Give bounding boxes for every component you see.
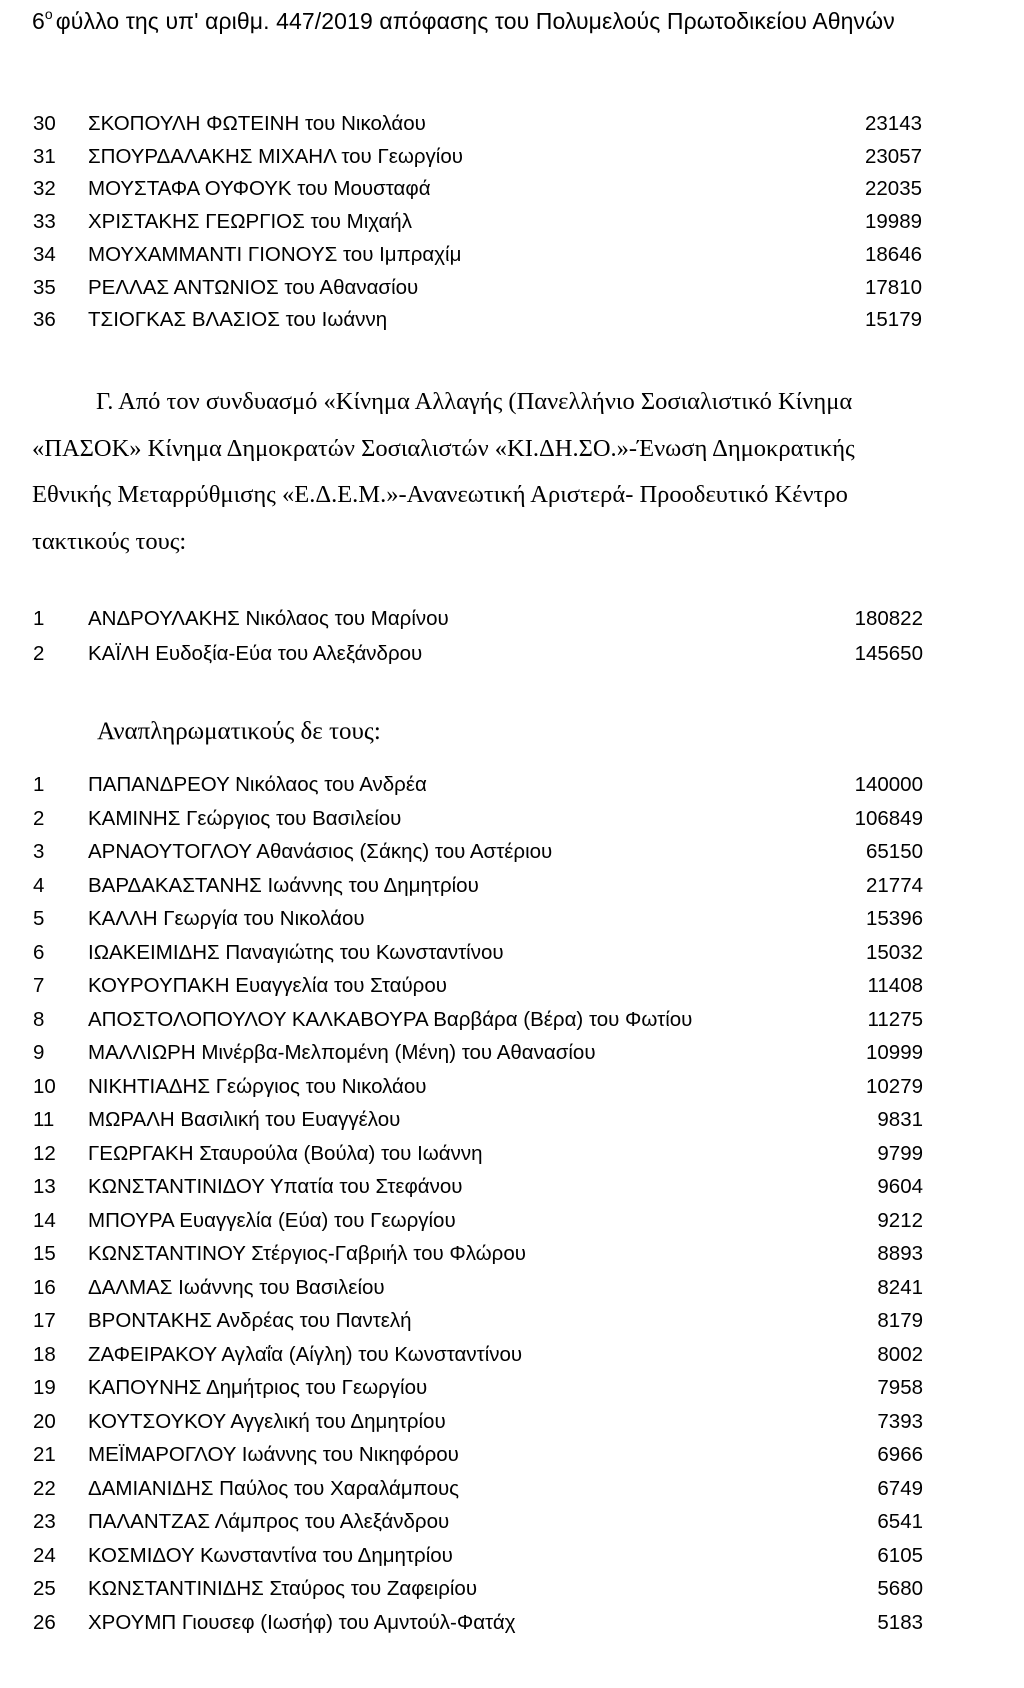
list-item-votes: 23143 (864, 112, 922, 135)
list-item-number: 10 (33, 1074, 56, 1098)
list-item (33, 802, 923, 836)
list-item (33, 1338, 923, 1372)
list-item-name: ΒΡΟΝΤΑΚΗΣ Ανδρέας του Παντελή (88, 1309, 412, 1332)
list-item-votes: 7958 (877, 1376, 923, 1399)
list-item-number: 31 (33, 144, 56, 168)
list-item-name: ΚΑΛΛΗ Γεωργία του Νικολάου (88, 907, 365, 930)
list-item-name: ΚΟΥΡΟΥΠΑΚΗ Ευαγγελία του Σταύρου (88, 974, 447, 997)
list-item (33, 205, 922, 239)
list-item-votes: 6966 (877, 1443, 923, 1466)
list-item-number: 3 (33, 840, 45, 863)
list-item (33, 172, 922, 206)
list-item (33, 1606, 923, 1640)
list-item-name: ΧΡΟΥΜΠ Γιουσεφ (Ιωσήφ) του Αμντούλ-Φατάχ (88, 1610, 516, 1634)
list-item-votes: 18646 (864, 242, 922, 266)
list-item-number: 25 (33, 1577, 56, 1600)
list-item-number: 21 (33, 1443, 56, 1466)
paragraph-line: «ΠΑΣΟΚ» Κίνημα Δημοκρατών Σοσιαλιστών «ΚΙ.ΔΗ.ΣΟ.»-Ένωση Δημοκρατικής (32, 434, 855, 462)
list-item-number: 13 (33, 1175, 56, 1198)
list-item-name: ΜΕΪΜΑΡΟΓΛΟΥ Ιωάννης του Νικηφόρου (88, 1443, 459, 1466)
list-item-number: 23 (33, 1510, 56, 1533)
list-item-name: ΚΑΜΙΝΗΣ Γεώργιος του Βασιλείου (88, 806, 402, 830)
list-item-number: 1 (33, 607, 45, 630)
list-item (33, 1371, 923, 1405)
list-item-number: 6 (33, 940, 45, 964)
list-item-name: ΚΟΣΜΙΔΟΥ Κωνσταντίνα του Δημητρίου (88, 1543, 453, 1567)
list-item-votes: 11275 (867, 1007, 923, 1031)
list-item-name: ΠΑΛΑΝΤΖΑΣ Λάμπρος του Αλεξάνδρου (88, 1510, 450, 1533)
party-section-paragraph (32, 388, 992, 568)
list-item-name: ΤΣΙΟΓΚΑΣ ΒΛΑΣΙΟΣ του Ιωάννη (88, 308, 388, 332)
list-item-number: 11 (33, 1108, 55, 1131)
list-item-votes: 6541 (877, 1510, 923, 1533)
list-item-votes: 10999 (865, 1041, 923, 1064)
list-item-name: ΡΕΛΛΑΣ ΑΝΤΩΝΙΟΣ του Αθανασίου (88, 275, 419, 299)
list-item-number: 15 (33, 1242, 56, 1265)
list-item (33, 1137, 923, 1171)
list-item-votes: 65150 (865, 840, 923, 863)
paragraph-line: Γ. Από τον συνδυασμό «Κίνημα Αλλαγής (Πανελλήνιο Σοσιαλιστικό Κίνημα (96, 388, 853, 415)
list-item-number: 7 (33, 974, 45, 997)
list-item-votes: 5680 (877, 1577, 923, 1600)
list-item-number: 26 (33, 1610, 56, 1634)
list-item-votes: 9212 (877, 1208, 923, 1232)
list-item-name: ΜΩΡΑΛΗ Βασιλική του Ευαγγέλου (88, 1108, 401, 1131)
list-item-name: ΖΑΦΕΙΡΑΚΟΥ Αγλαΐα (Αίγλη) του Κωνσταντίνου (88, 1342, 523, 1366)
list-item-number: 30 (33, 112, 56, 135)
list-item-name: ΝΙΚΗΤΙΑΔΗΣ Γεώργιος του Νικολάου (88, 1074, 427, 1098)
list-item (33, 1271, 923, 1305)
list-item (33, 1070, 923, 1104)
list-item-name: ΧΡΙΣΤΑΚΗΣ ΓΕΩΡΓΙΟΣ του Μιχαήλ (88, 210, 412, 234)
list-item-votes: 8179 (877, 1309, 923, 1332)
list-item-number: 20 (33, 1409, 56, 1433)
list-item-votes: 21774 (865, 873, 923, 897)
list-item (33, 768, 923, 802)
list-item-name: ΚΟΥΤΣΟΥΚΟΥ Αγγελική του Δημητρίου (88, 1409, 446, 1433)
list-item (33, 1237, 923, 1271)
list-item-name: ΒΑΡΔΑΚΑΣΤΑΝΗΣ Ιωάννης του Δημητρίου (88, 873, 479, 897)
list-item-number: 9 (33, 1041, 45, 1064)
list-item-name: ΚΩΝΣΤΑΝΤΙΝΙΔΟΥ Υπατία του Στεφάνου (88, 1175, 463, 1198)
list-item-votes: 23057 (864, 144, 922, 168)
list-item-number: 34 (33, 242, 56, 266)
list-item-name: ΣΚΟΠΟΥΛΗ ΦΩΤΕΙΝΗ του Νικολάου (88, 112, 426, 135)
list-item-votes: 8241 (877, 1275, 923, 1299)
list-item-votes: 8893 (877, 1242, 923, 1265)
list-item (33, 1505, 923, 1539)
list-item-number: 19 (33, 1376, 56, 1399)
list-item-number: 18 (33, 1342, 56, 1366)
list-item-number: 16 (33, 1275, 56, 1299)
list-item-number: 32 (33, 177, 56, 201)
list-item (33, 1438, 923, 1472)
list-item-number: 36 (33, 308, 56, 332)
list-item (33, 1539, 923, 1573)
list-item (33, 1170, 923, 1204)
list-item-number: 24 (33, 1543, 56, 1567)
list-item-number: 2 (33, 806, 45, 830)
list-item (33, 637, 923, 671)
substitutes-heading: Αναπληρωματικούς δε τους: (97, 718, 381, 745)
list-item-votes: 10279 (865, 1074, 923, 1098)
list-item-name: ΣΠΟΥΡΔΑΛΑΚΗΣ ΜΙΧΑΗΛ του Γεωργίου (88, 144, 463, 168)
list-item-votes: 8002 (877, 1342, 923, 1366)
list-item (33, 602, 923, 636)
list-item-name: ΙΩΑΚΕΙΜΙΔΗΣ Παναγιώτης του Κωνσταντίνου (88, 940, 504, 964)
list-item-number: 35 (33, 275, 56, 299)
list-item (33, 936, 923, 970)
list-item-number: 17 (33, 1309, 56, 1332)
list-item-number: 12 (33, 1141, 56, 1165)
list-item-name: ΜΟΥΣΤΑΦΑ ΟΥΦΟΥΚ του Μουσταφά (88, 177, 431, 201)
list-item-votes: 17810 (864, 275, 922, 299)
list-item (33, 969, 923, 1003)
list-item-number: 14 (33, 1208, 56, 1232)
list-item (33, 140, 922, 174)
list-item-votes: 140000 (854, 773, 923, 796)
list-item-number: 4 (33, 873, 45, 897)
list-item-name: ΠΑΠΑΝΔΡΕΟΥ Νικόλαος του Ανδρέα (88, 773, 427, 796)
list-item-number: 8 (33, 1007, 45, 1031)
list-item (33, 1003, 923, 1037)
list-item (33, 835, 923, 869)
list-item (33, 1204, 923, 1238)
list-item (33, 1103, 923, 1137)
sheet-number: 6 (32, 8, 45, 34)
list-item-votes: 22035 (864, 177, 922, 201)
paragraph-line: Εθνικής Μεταρρύθμισης «Ε.Δ.Ε.Μ.»-Ανανεωτική Αριστερά- Προοδευτικό Κέντρο (32, 481, 848, 508)
page-header (32, 6, 895, 35)
list-item-votes: 145650 (854, 642, 923, 665)
list-item-name: ΚΩΝΣΤΑΝΤΙΝΟΥ Στέργιος-Γαβριήλ του Φλώρου (88, 1242, 526, 1265)
list-item-number: 5 (33, 907, 45, 930)
list-item-votes: 9799 (877, 1141, 923, 1165)
list-item (33, 303, 922, 337)
list-item (33, 107, 922, 141)
list-item-votes: 15179 (864, 308, 922, 332)
list-item-votes: 9831 (877, 1108, 923, 1131)
list-item-votes: 180822 (854, 607, 923, 630)
list-item (33, 238, 922, 272)
list-item-name: ΑΠΟΣΤΟΛΟΠΟΥΛΟΥ ΚΑΛΚΑΒΟΥΡΑ Βαρβάρα (Βέρα) του Φωτίου (88, 1007, 693, 1031)
list-item-number: 1 (33, 773, 45, 796)
list-item-votes: 15396 (865, 907, 923, 930)
paragraph-line: τακτικούς τους: (32, 527, 187, 555)
list-item (33, 1405, 923, 1439)
list-item-name: ΚΑΠΟΥΝΗΣ Δημήτριος του Γεωργίου (88, 1376, 428, 1399)
list-item-votes: 19989 (864, 210, 922, 234)
list-item-number: 22 (33, 1476, 56, 1500)
list-item-votes: 15032 (865, 940, 923, 964)
list-item-name: ΓΕΩΡΓΑΚΗ Σταυρούλα (Βούλα) του Ιωάννη (88, 1141, 483, 1165)
list-item-name: ΔΑΛΜΑΣ Ιωάννης του Βασιλείου (88, 1275, 385, 1299)
list-item-votes: 7393 (877, 1409, 923, 1433)
list-item-votes: 5183 (877, 1610, 923, 1634)
list-item (33, 1472, 923, 1506)
list-item-name: ΜΟΥΧΑΜΜΑΝΤΙ ΓΙΟΝΟΥΣ του Ιμπραχίμ (88, 242, 462, 266)
list-item (33, 1304, 923, 1338)
list-item-votes: 6749 (877, 1476, 923, 1500)
list-item-name: ΜΑΛΛΙΩΡΗ Μινέρβα-Μελπομένη (Μένη) του Αθανασίου (88, 1041, 596, 1064)
header-text: φύλλο της υπ' αριθμ. 447/2019 απόφασης του Πολυμελούς Πρωτοδικείου Αθηνών (55, 8, 895, 34)
list-item-number: 2 (33, 642, 45, 665)
list-item (33, 869, 923, 903)
list-item (33, 902, 923, 936)
list-item (33, 271, 922, 305)
list-item (33, 1036, 923, 1070)
list-item-name: ΑΡΝΑΟΥΤΟΓΛΟΥ Αθανάσιος (Σάκης) του Αστέριου (88, 840, 553, 863)
list-item-name: ΑΝΔΡΟΥΛΑΚΗΣ Νικόλαος του Μαρίνου (88, 607, 449, 630)
list-item-name: ΚΩΝΣΤΑΝΤΙΝΙΔΗΣ Σταύρος του Ζαφειρίου (88, 1577, 478, 1600)
list-item-name: ΚΑΪΛΗ Ευδοξία-Εύα του Αλεξάνδρου (88, 642, 423, 665)
list-item-votes: 6105 (877, 1543, 923, 1567)
list-item-name: ΜΠΟΥΡΑ Ευαγγελία (Εύα) του Γεωργίου (88, 1208, 456, 1232)
sheet-number-superscript: ο (44, 6, 53, 22)
list-item-votes: 11408 (867, 974, 923, 997)
list-item-number: 33 (33, 210, 56, 234)
list-item-name: ΔΑΜΙΑΝΙΔΗΣ Παύλος του Χαραλάμπους (88, 1476, 460, 1500)
list-item-votes: 106849 (854, 806, 923, 830)
list-item-votes: 9604 (877, 1175, 923, 1198)
list-item (33, 1572, 923, 1606)
